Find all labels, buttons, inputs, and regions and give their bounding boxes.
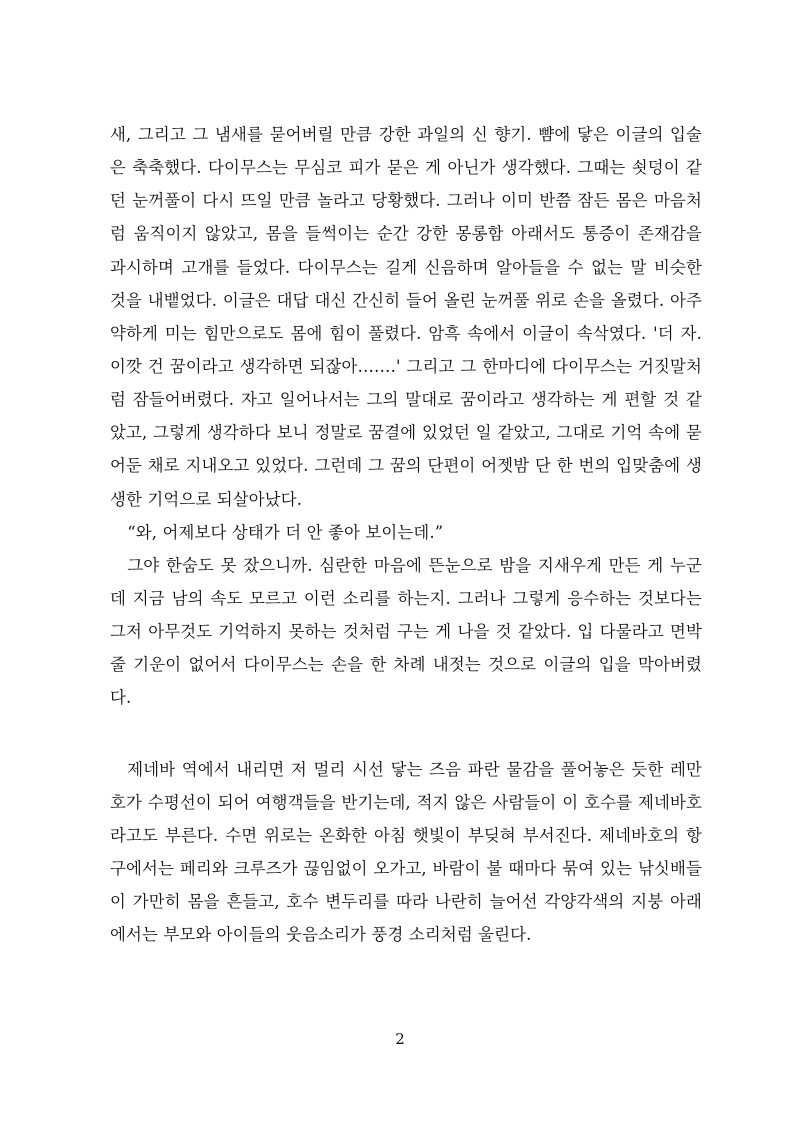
paragraph-dialogue: “와, 어제보다 상태가 더 안 좋아 보이는데.”: [127, 522, 444, 542]
section-divider: [110, 715, 702, 753]
paragraph-scene-opening: 제네바 역에서 내리면 저 멀리 시선 닿는 즈음 파란 물감을 풀어놓은 듯한 레만호가 수평선이 되어 여행객들을 반기는데, 적지 않은 사람들이 이 호수를 제네바호라고도 부른다. 수면 위로는 온화한 아침 햇빛이 부딪혀 부서진다. 제네바호의 항구에서는 페리와 크루즈가 끊임없이 오가고, 바람이 불 때마다 묶여 있는 낚싯배들이 가만히 몸을 흔들고, 호수 변두리를 따라 나란히 늘어선 각양각색의 지붕 아래에서는 부모와 아이들의 웃음소리가 풍경 소리처럼 울린다.: [110, 759, 702, 945]
paragraph-narration: 그야 한숨도 못 잤으니까. 심란한 마음에 뜬눈으로 밤을 지새우게 만든 게 누군데 지금 남의 속도 모르고 이런 소리를 하는지. 그러나 그렇게 응수하는 것보다는 그저 아무것도 기억하지 못하는 것처럼 구는 게 나을 것 같았다. 입 다물라고 면박 줄 기운이 없어서 다이무스는 손을 한 차례 내젓는 것으로 이글의 입을 막아버렸다.: [110, 555, 702, 708]
page-number: 2: [395, 1030, 405, 1048]
page-body: [110, 118, 702, 951]
paragraph-continuation: 새, 그리고 그 냄새를 묻어버릴 만큼 강한 과일의 신 향기. 뺨에 닿은 이글의 입술은 축축했다. 다이무스는 무심코 피가 묻은 게 아닌가 생각했다. 그때는 쇳덩이 같던 눈꺼풀이 다시 뜨일 만큼 놀라고 당황했다. 그러나 이미 반쯤 잠든 몸은 마음처럼 움직이지 않았고, 몸을 들썩이는 순간 강한 몽롱함 아래서도 통증이 존재감을 과시하며 고개를 들었다. 다이무스는 길게 신음하며 알아들을 수 없는 말 비슷한 것을 내뱉었다. 이글은 대답 대신 간신히 들어 올린 눈꺼풀 위로 손을 올렸다. 아주 약하게 미는 힘만으로도 몸에 힘이 풀렸다. 암흑 속에서 이글이 속삭였다. '더 자. 이깟 건 꿈이라고 생각하면 되잖아…….' 그리고 그 한마디에 다이무스는 거짓말처럼 잠들어버렸다. 자고 일어나서는 그의 말대로 꿈이라고 생각하는 게 편할 것 같았고, 그렇게 생각하다 보니 정말로 꿈결에 있었던 일 같았고, 그대로 기억 속에 묻어둔 채로 지내오고 있었다. 그런데 그 꿈의 단편이 어젯밤 단 한 번의 입맞춤에 생생한 기억으로 되살아났다.: [110, 125, 702, 509]
